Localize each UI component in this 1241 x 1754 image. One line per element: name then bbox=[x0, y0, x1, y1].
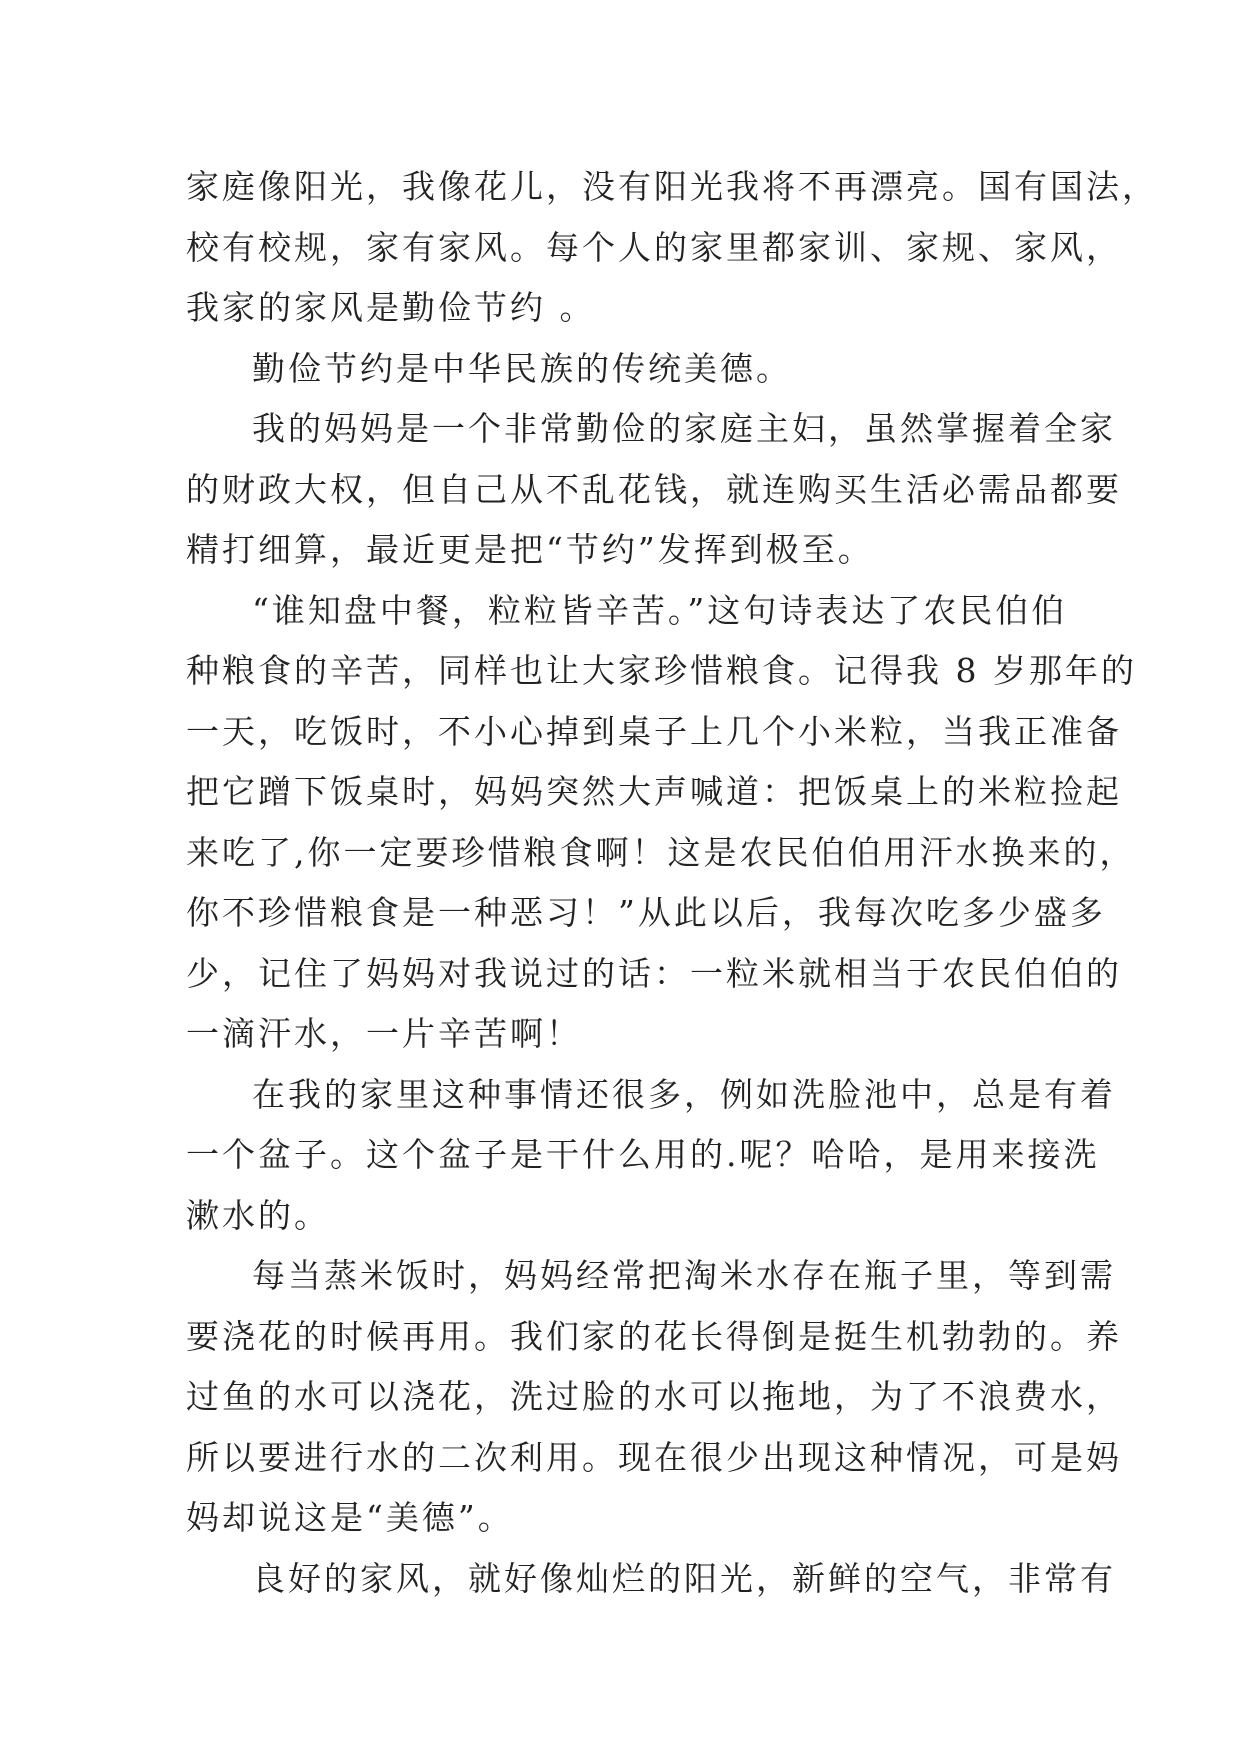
essay-body bbox=[186, 157, 1158, 1609]
text-line: 要浇花的时候再用。我们家的花长得倒是挺生机勃勃的。养 bbox=[186, 1316, 1122, 1356]
text-line: 过鱼的水可以浇花，洗过脸的水可以拖地，为了不浪费水， bbox=[186, 1377, 1122, 1416]
text-line: 家庭像阳光，我像花儿，没有阳光我将不再漂亮。国有国法， bbox=[186, 167, 1158, 206]
text-line: 一个盆子。这个盆子是干什么用的.呢？哈哈，是用来接洗 bbox=[186, 1135, 1100, 1174]
paragraph-start-line: “谁知盘中餐，粒粒皆辛苦。”这句诗表达了农民伯伯 bbox=[252, 590, 1068, 630]
text-line: 漱水的。 bbox=[186, 1195, 330, 1235]
text-line: 妈却说这是“美德”。 bbox=[186, 1498, 514, 1537]
text-line: 所以要进行水的二次利用。现在很少出现这种情况，可是妈 bbox=[186, 1437, 1122, 1477]
paragraph-start-line: 良好的家风，就好像灿烂的阳光，新鲜的空气，非常有 bbox=[252, 1558, 1116, 1598]
text-line: 把它蹭下饭桌时，妈妈突然大声喊道：把饭桌上的米粒捡起 bbox=[186, 772, 1122, 811]
text-line: 一天，吃饭时，不小心掉到桌子上几个小米粒，当我正准备 bbox=[186, 711, 1122, 751]
text-line: 来吃了,你一定要珍惜粮食啊！这是农民伯伯用汗水换来的， bbox=[186, 832, 1136, 872]
text-line: 种粮食的辛苦，同样也让大家珍惜粮食。记得我 8 岁那年的 bbox=[186, 651, 1137, 690]
text-line: 一滴汗水，一片辛苦啊！ bbox=[186, 1014, 582, 1053]
text-line: 少，记住了妈妈对我说过的话：一粒米就相当于农民伯伯的 bbox=[186, 953, 1122, 993]
text-line: 你不珍惜粮食是一种恶习！”从此以后，我每次吃多少盛多 bbox=[186, 893, 1106, 932]
paragraph-start-line: 勤俭节约是中华民族的传统美德。 bbox=[252, 348, 792, 388]
paragraph-start-line: 每当蒸米饭时，妈妈经常把淘米水存在瓶子里，等到需 bbox=[252, 1256, 1116, 1295]
text-line: 我家的家风是勤俭节约 。 bbox=[186, 288, 596, 327]
text-line: 的财政大权，但自己从不乱花钱，就连购买生活必需品都要 bbox=[186, 469, 1122, 509]
paragraph-start-line: 我的妈妈是一个非常勤俭的家庭主妇，虽然掌握着全家 bbox=[252, 409, 1116, 448]
text-line: 校有校规，家有家风。每个人的家里都家训、家规、家风， bbox=[186, 227, 1122, 267]
text-line: 精打细算，最近更是把“节约”发挥到极至。 bbox=[186, 530, 874, 569]
paragraph-start-line: 在我的家里这种事情还很多，例如洗脸池中，总是有着 bbox=[252, 1074, 1116, 1114]
